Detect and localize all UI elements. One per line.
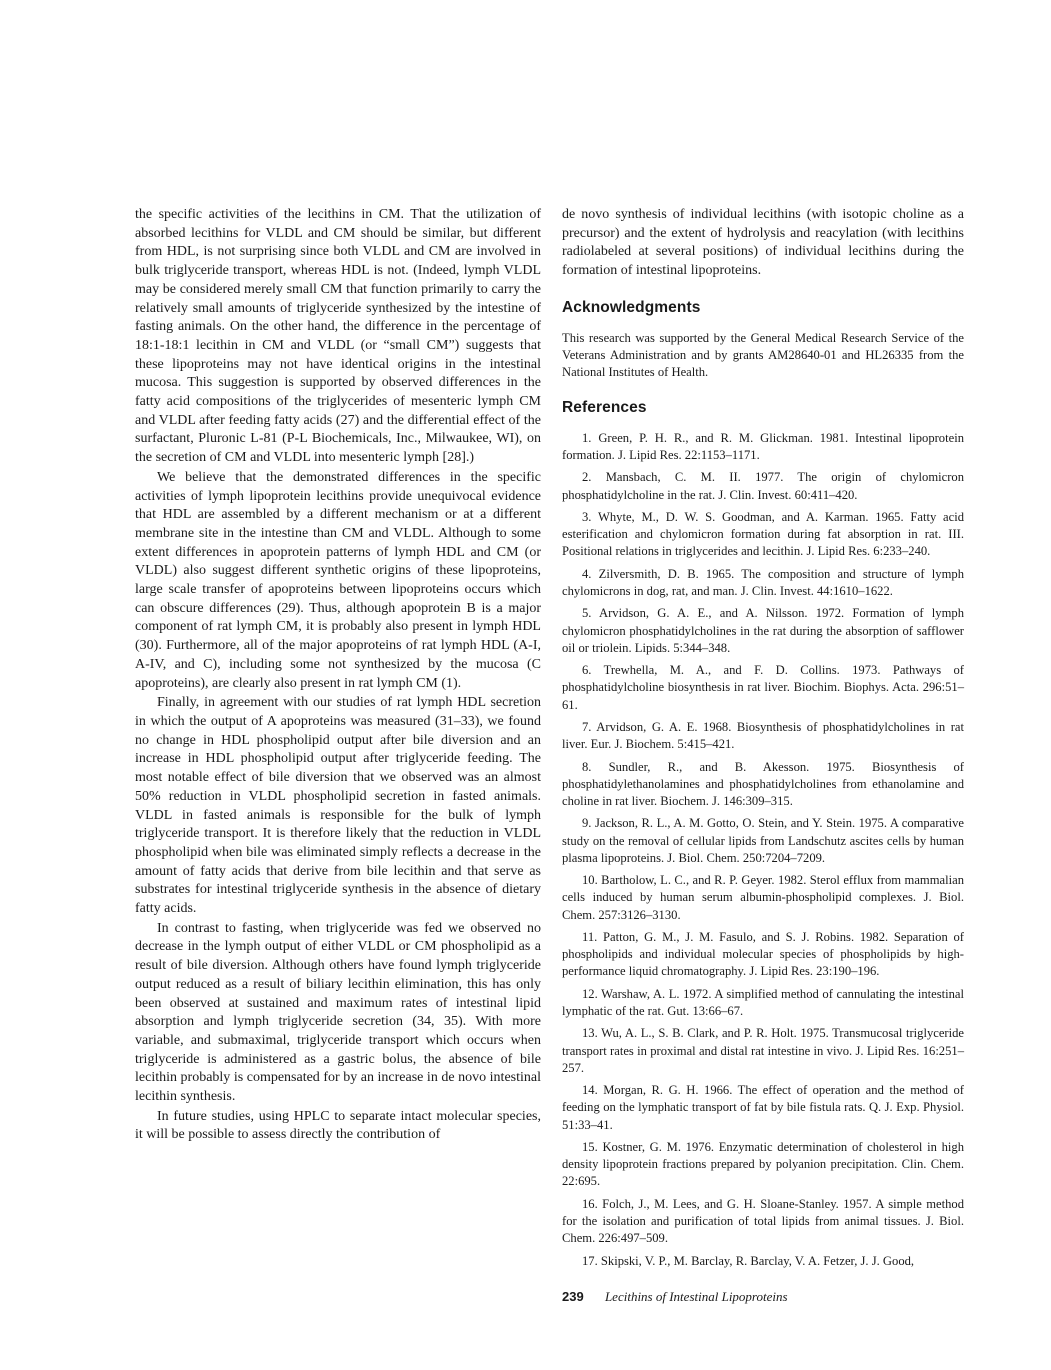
reference-item: 6. Trewhella, M. A., and F. D. Collins. 1973. Pathways of phosphatidylcholine biosynthesis in rat liver. Biochim. Biophys. Acta. 296:51–61. bbox=[562, 663, 964, 712]
reference-item: 16. Folch, J., M. Lees, and G. H. Sloane-Stanley. 1957. A simple method for the isolation and purification of total lipids from animal tissues. J. Biol. Chem. 226:497–509. bbox=[562, 1196, 964, 1246]
page-number: 239 bbox=[562, 1289, 584, 1304]
left-column bbox=[135, 206, 541, 1145]
reference-item: 9. Jackson, R. L., A. M. Gotto, O. Stein, and Y. Stein. 1975. A comparative study on the removal of cellular lipids from Landschutz ascites cells by human plasma lipoproteins. J. Biol. Chem. 250:7204–7209. bbox=[562, 816, 964, 865]
reference-item: 8. Sundler, R., and B. Akesson. 1975. Biosynthesis of phosphatidylethanolamines and phosphatidylcholines from ethanolamine and choline in rat liver. Biochem. J. 146:309–315. bbox=[562, 759, 964, 808]
reference-item: 10. Bartholow, L. C., and R. P. Geyer. 1982. Sterol efflux from mammalian cells induced by human serum albumin-phospholipid complexes. J. Biol. Chem. 257:3126–3130. bbox=[562, 873, 964, 922]
reference-item: 15. Kostner, G. M. 1976. Enzymatic determination of cholesterol in high density lipoprotein fractions prepared by polyanion precipitation. Clin. Chem. 22:695. bbox=[562, 1139, 964, 1189]
body-paragraph: We believe that the demonstrated differences in the specific activities of lymph lipoprotein lecithins provide unequivocal evidence that HDL are assembled by a different mechanism or at a different membrane site in the intestine than CM and VLDL. Although to some extent differences in apoprotein patterns of lymph HDL and CM (or VLDL) also suggest different synthetic origins of these lipoproteins, large scale transfer of apoproteins between lipoproteins occurs which can obscure differences (29). Thus, although apoprotein B is a major component of rat lymph CM, it is probably also present in lymph HDL (30). Furthermore, all of the major apoproteins of rat lymph HDL (A-I, A-IV, and C), including some not synthesized by the mucosa (C apoproteins), are clearly also present in rat lymph CM (1). bbox=[135, 469, 541, 691]
reference-item: 17. Skipski, V. P., M. Barclay, R. Barclay, V. A. Fetzer, J. J. Good, bbox=[582, 1253, 915, 1268]
reference-item: 1. Green, P. H. R., and R. M. Glickman. 1981. Intestinal lipoprotein formation. J. Lipid Res. 22:1153–1171. bbox=[562, 430, 964, 463]
reference-item: 4. Zilversmith, D. B. 1965. The composition and structure of lymph chylomicrons in dog, rat, and man. J. Clin. Invest. 44:1610–1622. bbox=[562, 566, 964, 599]
reference-item: 2. Mansbach, C. M. II. 1977. The origin of chylomicron phosphatidylcholine in the rat. J. Clin. Invest. 60:411–420. bbox=[562, 470, 964, 502]
body-paragraph: Finally, in agreement with our studies of rat lymph HDL secretion in which the output of A apoproteins was measured (31–33), we found no change in HDL phospholipid output after bile diversion and an increase in HDL phospholipid output after triglyceride feeding. The most notable effect of bile diversion that we observed was an almost 50% reduction in VLDL phospholipid secretion in fasted animals. VLDL in fasted animals is responsible for the bulk of lymph triglyceride transport. It is therefore likely that the reduction in VLDL phospholipid when bile was eliminated simply reflects a decrease in the amount of fatty acids that derive from bile lecithin and that serve as substrates for intestinal triglyceride synthesis in the absence of dietary fatty acids. bbox=[135, 695, 541, 917]
body-paragraph: In contrast to fasting, when triglyceride was fed we observed no decrease in the lymph output of either VLDL or CM phospholipid as a result of bile diversion. Although others have found lymph triglyceride output reduced as a result of biliary lecithin elimination, this has only been observed at sustained and maximum rates of intestinal lipid absorption and lymph triglyceride secretion (34, 35). With more variable, and submaximal, triglyceride transport which occurs when triglyceride is administered as a gastric bolus, the absence of bile lecithin probably is compensated for by an increase in de novo intestinal lecithin synthesis. bbox=[135, 920, 541, 1105]
reference-item: 11. Patton, G. M., J. M. Fasulo, and S. J. Robins. 1982. Separation of phospholipids and individual molecular species of phospholipids by high-performance liquid chromatography. J. Lipid Res. 23:190–196. bbox=[562, 929, 964, 979]
reference-item: 12. Warshaw, A. L. 1972. A simplified method of cannulating the intestinal lymphatic of the rat. Gut. 13:66–67. bbox=[562, 986, 964, 1018]
continuation-paragraph: de novo synthesis of individual lecithins (with isotopic choline as a precursor) and the extent of hydrolysis and reacylation (with lecithins radiolabeled at several positions) of individual lecithins during the formation of intestinal lipoproteins. bbox=[562, 207, 964, 279]
references-list bbox=[562, 430, 964, 1270]
reference-item: 13. Wu, A. L., S. B. Clark, and P. R. Holt. 1975. Transmucosal triglyceride transport rates in proximal and distal rat intestine in vivo. J. Lipid Res. 16:251–257. bbox=[562, 1026, 964, 1075]
reference-item: 5. Arvidson, G. A. E., and A. Nilsson. 1972. Formation of lymph chylomicron phosphatidylcholines in the rat during the absorption of safflower oil or triolein. Lipids. 5:344–348. bbox=[562, 606, 964, 655]
page-footer bbox=[562, 1289, 788, 1305]
right-column bbox=[562, 206, 964, 1275]
reference-item: 7. Arvidson, G. A. E. 1968. Biosynthesis of phosphatidylcholines in rat liver. Eur. J. Biochem. 5:415–421. bbox=[562, 720, 964, 752]
reference-item: 14. Morgan, R. G. H. 1966. The effect of operation and the method of feeding on the lymphatic transport of fat by bile fistula rats. Q. J. Exp. Physiol. 51:33–41. bbox=[562, 1083, 964, 1132]
body-paragraph: the specific activities of the lecithins in CM. That the utilization of absorbed lecithins for VLDL and CM should be similar, but different from HDL, is not surprising since both VLDL and CM are involved in bulk triglyceride transport, whereas HDL is not. (Indeed, lymph VLDL may be considered merely small CM that function primarily to carry the relatively small amounts of triglyceride synthesized by the intestine of fasting animals. On the other hand, the difference in the percentage of 18:1-18:1 lecithin in CM and VLDL (or “small CM”) suggests that these lipoproteins may not have identical origins in the intestinal mucosa. This suggestion is supported by observed differences in the fatty acid compositions of the triglycerides of mesenteric lymph CM and VLDL after feeding fatty acids (27) and the differential effect of the surfactant, Pluronic L-81 (P-L Biochemicals, Inc., Milwaukee, WI), on the secretion of CM and VLDL into mesenteric lymph [28].) bbox=[135, 207, 541, 466]
acknowledgments-text: This research was supported by the General Medical Research Service of the Veterans Administration and by grants AM28640-01 and HL26335 from the National Institutes of Health. bbox=[562, 330, 964, 379]
references-heading: References bbox=[562, 399, 647, 417]
body-paragraph: In future studies, using HPLC to separate intact molecular species, it will be possible to assess directly the contribution of bbox=[135, 1108, 541, 1143]
reference-item: 3. Whyte, M., D. W. S. Goodman, and A. Karman. 1965. Fatty acid esterification and chylomicron formation during fat absorption in rat. III. Positional relations in triglycerides and lecithin. J. Lipid Res. 6:233–240. bbox=[562, 510, 964, 559]
acknowledgments-heading: Acknowledgments bbox=[562, 298, 701, 316]
running-head: Lecithins of Intestinal Lipoproteins bbox=[604, 1289, 788, 1304]
